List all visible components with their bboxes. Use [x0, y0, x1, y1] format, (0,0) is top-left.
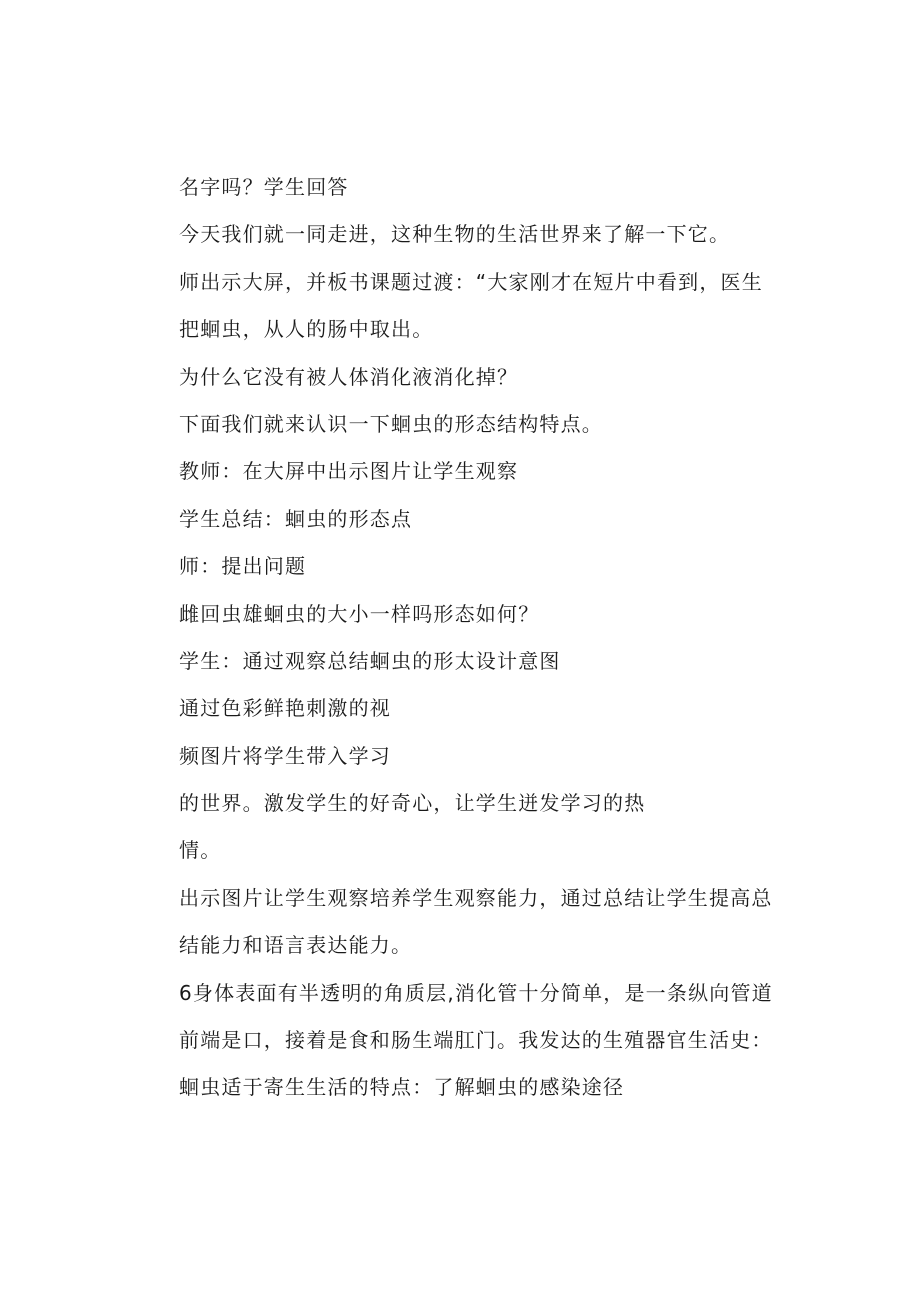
text-line: 频图片将学生带入学习 — [179, 743, 391, 768]
text-line: 通过色彩鲜艳刺激的视 — [179, 696, 391, 721]
text-line: 为什么它没有被人体消化液消化掉？ — [179, 364, 519, 389]
text-line: 学生总结：蛔虫的形态点 — [179, 506, 413, 531]
text-line: 把蛔虫，从人的肠中取出。 — [179, 317, 434, 342]
text-line: 出示图片让学生观察培养学生观察能力，通过总结让学生提高总 — [179, 885, 773, 910]
text-line: 前端是口，接着是食和肠生端肛门。我发达的生殖器官生活史： — [179, 1028, 773, 1053]
text-line: 结能力和语言表达能力。 — [179, 933, 413, 958]
text-line: 的世界。激发学生的好奇心，让学生迸发学习的热 — [179, 791, 646, 816]
document-body — [179, 168, 819, 1116]
text-line: 学生：通过观察总结蛔虫的形太设计意图 — [179, 648, 561, 673]
text-line: 师出示大屏，并板书课题过渡：“大家刚才在短片中看到，医生 — [179, 269, 763, 294]
text-line: 名字吗？学生回答 — [179, 175, 349, 199]
text-line: 今天我们就一同走进，这种生物的生活世界来了解一下它。 — [179, 222, 731, 247]
text-line: 教师：在大屏中出示图片让学生观察 — [179, 459, 519, 484]
text-line: 雌回虫雄蛔虫的大小一样吗形态如何？ — [179, 601, 540, 626]
text-line: 蛔虫适于寄生生活的特点：了解蛔虫的感染途径 — [179, 1075, 625, 1100]
text-line: 6身体表面有半透明的角质层,消化管十分简单，是一条纵向管道 — [179, 980, 773, 1005]
text-line: 情。 — [179, 838, 222, 863]
text-line: 师：提出问题 — [179, 554, 307, 579]
text-line: 下面我们就来认识一下蛔虫的形态结构特点。 — [179, 411, 603, 436]
